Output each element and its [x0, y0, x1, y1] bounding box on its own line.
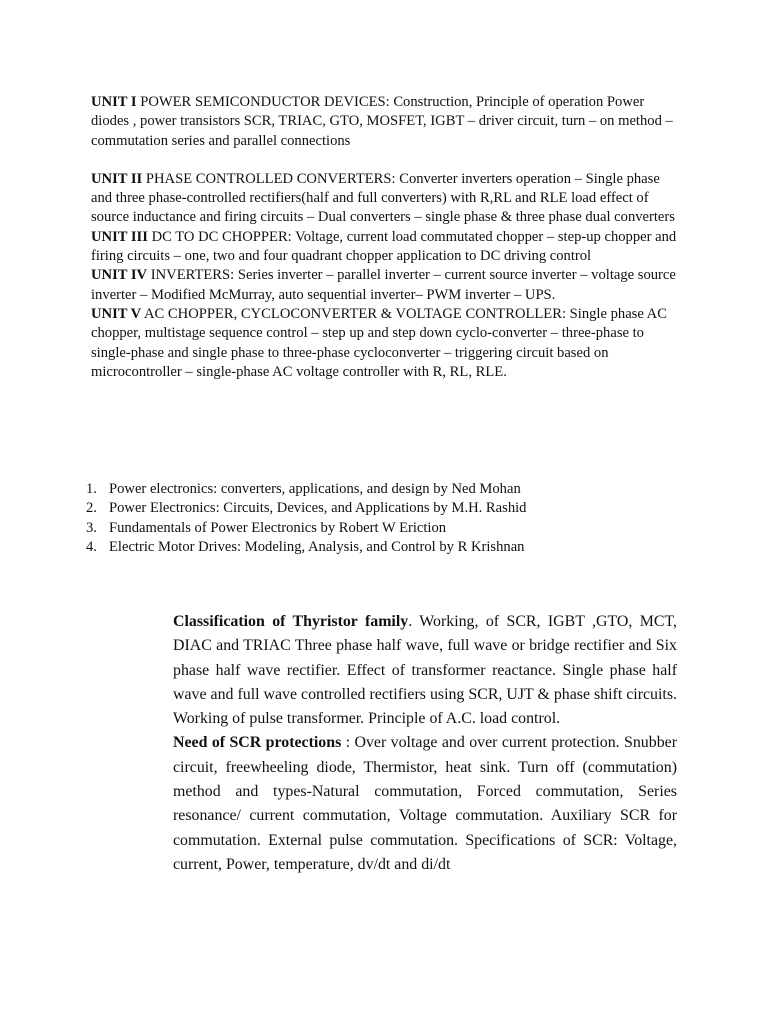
syllabus-paragraph-thyristor	[173, 610, 677, 731]
unit-text: AC CHOPPER, CYCLOCONVERTER & VOLTAGE CONTROLLER: Single phase AC chopper, multistage sequence control – step up and step down cyclo-converter – three-phase to single-phase and single phase to three-phase cycloconverter – triggering circuit based on microcontroller – single-phase AC voltage controller with R, RL, RLE.	[91, 305, 667, 380]
unit-text: INVERTERS: Series inverter – parallel inverter – current source inverter – voltage source inverter – Modified McMurray, auto sequential inverter– PWM inverter – UPS.	[91, 267, 676, 303]
reference-list	[86, 480, 706, 558]
unit-5	[91, 305, 681, 382]
unit-list	[91, 93, 681, 382]
unit-4	[91, 266, 681, 305]
syllabus-text: . Working, of SCR, IGBT ,GTO, MCT, DIAC and TRIAC Three phase half wave, full wave or bridge rectifier and Six phase half wave rectifier. Effect of transformer reactance. Single phase half wave and full wave controlled rectifiers using SCR, UJT & phase shift circuits. Working of pulse transformer. Principle of A.C. load control.	[173, 613, 677, 728]
unit-label: UNIT III	[91, 228, 148, 245]
unit-label: UNIT I	[91, 94, 137, 110]
unit-text: POWER SEMICONDUCTOR DEVICES: Construction, Principle of operation Power diodes , power transistors SCR, TRIAC, GTO, MOSFET, IGBT – driver circuit, turn – on method – commutation series and parallel connections	[91, 94, 673, 149]
unit-text: PHASE CONTROLLED CONVERTERS: Converter inverters operation – Single phase and three phase-controlled rectifiers(half and full converters) with R,RL and RLE load effect of source inductance and firing circuits – Dual converters – single phase & three phase dual converters	[91, 170, 675, 226]
unit-1	[91, 93, 681, 151]
syllabus-text: : Over voltage and over current protection. Snubber circuit, freewheeling diode, Thermistor, heat sink. Turn off (commutation) method and types-Natural commutation, Forced commutation, Series resonance/ current commutation, Voltage commutation. Auxiliary SCR for commutation. External pulse commutation. Specifications of SCR: Voltage, current, Power, temperature, dv/dt and di/dt	[173, 734, 677, 873]
list-item	[86, 499, 706, 518]
syllabus-heading: Need of SCR protections	[173, 734, 342, 752]
syllabus-block	[173, 610, 677, 877]
list-item	[86, 480, 706, 499]
list-number: 2.	[86, 500, 97, 517]
unit-2	[91, 170, 681, 228]
syllabus-paragraph-protection	[173, 731, 677, 877]
unit-text: DC TO DC CHOPPER: Voltage, current load commutated chopper – step-up chopper and firing circuits – one, two and four quadrant chopper application to DC driving control	[91, 228, 677, 265]
unit-label: UNIT II	[91, 170, 143, 187]
unit-label: UNIT IV	[91, 267, 148, 284]
list-number: 4.	[86, 539, 97, 556]
unit-label: UNIT V	[91, 305, 142, 322]
list-item	[86, 538, 706, 557]
reference-text: Power electronics: converters, applications, and design by Ned Mohan	[109, 481, 521, 497]
list-number: 1.	[86, 481, 97, 497]
syllabus-heading: Classification of Thyristor family	[173, 613, 409, 630]
reference-text: Power Electronics: Circuits, Devices, and Applications by M.H. Rashid	[109, 500, 527, 517]
unit-3	[91, 228, 681, 267]
reference-text: Fundamentals of Power Electronics by Robert W Eriction	[109, 519, 447, 536]
list-item	[86, 519, 706, 538]
list-number: 3.	[86, 519, 97, 536]
reference-text: Electric Motor Drives: Modeling, Analysis, and Control by R Krishnan	[109, 539, 525, 556]
